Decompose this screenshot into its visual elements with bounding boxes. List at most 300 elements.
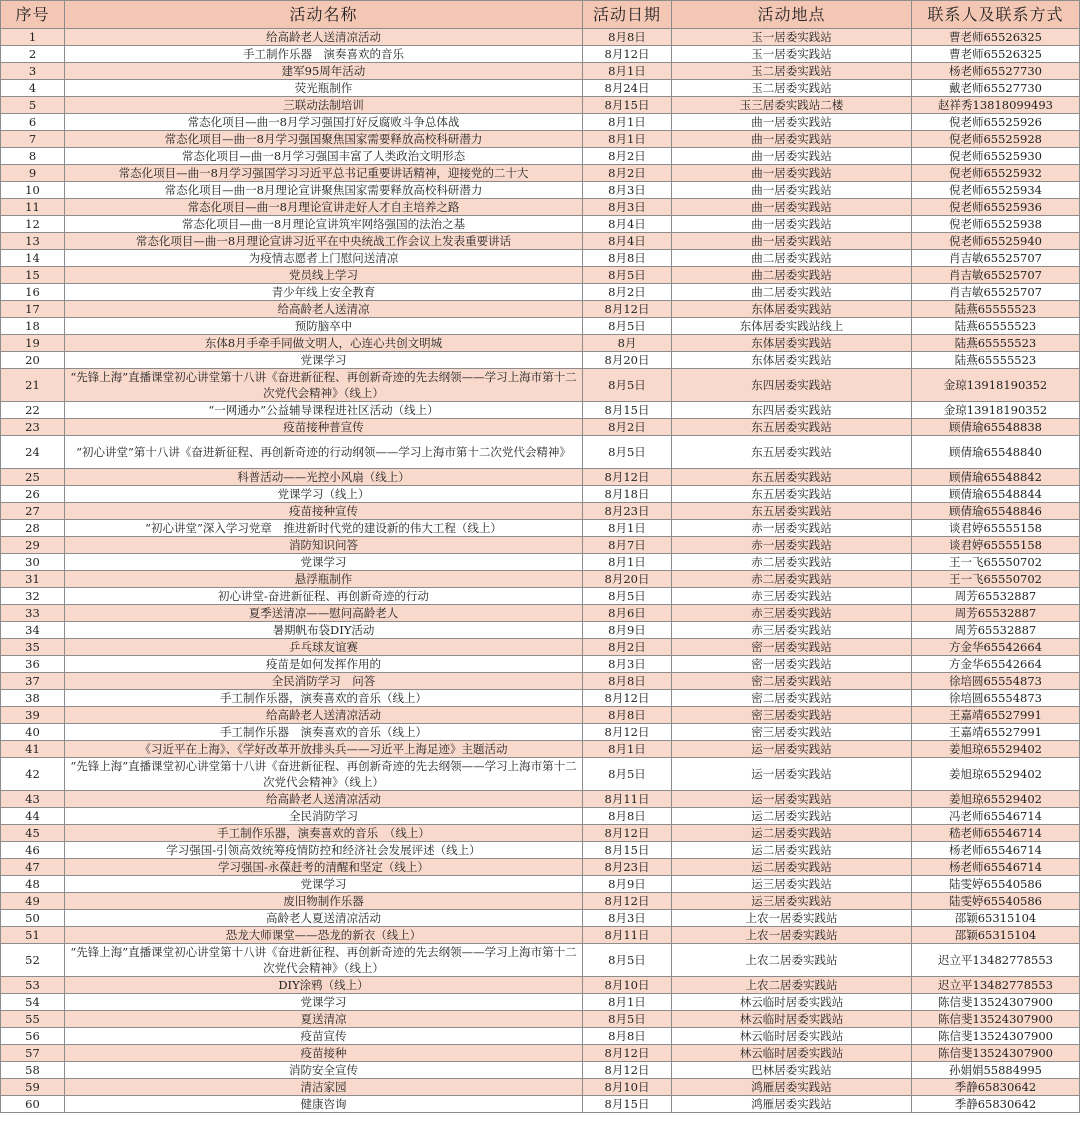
cell-activity-date: 8月18日 <box>583 486 672 503</box>
cell-no: 60 <box>1 1096 65 1113</box>
cell-activity-place: 密三居委实践站 <box>672 724 912 741</box>
cell-activity-name: 党课学习 <box>65 994 583 1011</box>
table-row <box>1 318 1080 335</box>
table-row <box>1 148 1080 165</box>
cell-activity-date: 8月3日 <box>583 199 672 216</box>
cell-activity-date: 8月11日 <box>583 791 672 808</box>
cell-contact: 季静65830642 <box>912 1079 1080 1096</box>
cell-activity-place: 赤三居委实践站 <box>672 622 912 639</box>
cell-no: 10 <box>1 182 65 199</box>
cell-contact: 邵颖65315104 <box>912 927 1080 944</box>
cell-contact: 陆雯婷65540586 <box>912 893 1080 910</box>
cell-contact: 王一飞65550702 <box>912 571 1080 588</box>
cell-activity-place: 东五居委实践站 <box>672 436 912 469</box>
table-row <box>1 690 1080 707</box>
cell-activity-name: 《习近平在上海》、《学好改革开放排头兵——习近平上海足迹》主题活动 <box>65 741 583 758</box>
cell-activity-date: 8月4日 <box>583 233 672 250</box>
cell-no: 18 <box>1 318 65 335</box>
cell-activity-date: 8月20日 <box>583 571 672 588</box>
cell-no: 31 <box>1 571 65 588</box>
cell-activity-name: 建军95周年活动 <box>65 63 583 80</box>
cell-no: 19 <box>1 335 65 352</box>
cell-activity-date: 8月9日 <box>583 876 672 893</box>
cell-activity-place: 曲一居委实践站 <box>672 216 912 233</box>
table-row <box>1 1096 1080 1113</box>
cell-contact: 顾倩瑜65548844 <box>912 486 1080 503</box>
table-row <box>1 402 1080 419</box>
cell-no: 33 <box>1 605 65 622</box>
table-row <box>1 1062 1080 1079</box>
cell-activity-place: 曲一居委实践站 <box>672 182 912 199</box>
cell-contact: 徐培圆65554873 <box>912 673 1080 690</box>
cell-activity-place: 密二居委实践站 <box>672 690 912 707</box>
table-row <box>1 639 1080 656</box>
cell-activity-name: 常态化项目—曲一8月理论宣讲走好人才自主培养之路 <box>65 199 583 216</box>
cell-contact: 方金华65542664 <box>912 639 1080 656</box>
table-row <box>1 791 1080 808</box>
cell-activity-name: “先锋上海”直播课堂初心讲堂第十八讲《奋进新征程、再创新奇迹的先去纲领——学习上海市第十二次党代会精神》（线上） <box>65 944 583 977</box>
header-activity-place: 活动地点 <box>672 1 912 29</box>
cell-activity-name: 暑期帆布袋DIY活动 <box>65 622 583 639</box>
cell-activity-name: 给高龄老人送清凉活动 <box>65 29 583 46</box>
cell-activity-date: 8月12日 <box>583 893 672 910</box>
table-row <box>1 29 1080 46</box>
cell-activity-name: 为疫情志愿者上门慰问送清凉 <box>65 250 583 267</box>
cell-activity-place: 东体居委实践站 <box>672 335 912 352</box>
cell-activity-name: “初心讲堂”第十八讲《奋进新征程、再创新奇迹的行动纲领——学习上海市第十二次党代会精神》 <box>65 436 583 469</box>
cell-activity-name: 悬浮瓶制作 <box>65 571 583 588</box>
cell-activity-date: 8月1日 <box>583 131 672 148</box>
cell-activity-name: 全民消防学习 <box>65 808 583 825</box>
cell-activity-place: 玉二居委实践站 <box>672 63 912 80</box>
cell-no: 58 <box>1 1062 65 1079</box>
cell-activity-name: 常态化项目—曲一8月理论宣讲筑牢网络强国的法治之基 <box>65 216 583 233</box>
table-row <box>1 63 1080 80</box>
cell-activity-place: 曲一居委实践站 <box>672 199 912 216</box>
header-activity-name: 活动名称 <box>65 1 583 29</box>
cell-activity-place: 曲一居委实践站 <box>672 114 912 131</box>
cell-contact: 倪老师65525928 <box>912 131 1080 148</box>
cell-no: 1 <box>1 29 65 46</box>
cell-activity-date: 8月23日 <box>583 859 672 876</box>
table-row <box>1 80 1080 97</box>
cell-activity-place: 密三居委实践站 <box>672 707 912 724</box>
cell-contact: 肖吉敏65525707 <box>912 250 1080 267</box>
cell-activity-date: 8月5日 <box>583 588 672 605</box>
cell-contact: 陈信斐13524307900 <box>912 1011 1080 1028</box>
cell-no: 44 <box>1 808 65 825</box>
cell-activity-date: 8月5日 <box>583 369 672 402</box>
cell-contact: 姜旭琼65529402 <box>912 741 1080 758</box>
table-row <box>1 165 1080 182</box>
cell-activity-place: 曲一居委实践站 <box>672 165 912 182</box>
cell-no: 2 <box>1 46 65 63</box>
cell-contact: 倪老师65525934 <box>912 182 1080 199</box>
cell-activity-date: 8月10日 <box>583 977 672 994</box>
cell-activity-place: 运二居委实践站 <box>672 808 912 825</box>
table-row <box>1 469 1080 486</box>
table-row <box>1 994 1080 1011</box>
cell-activity-date: 8月15日 <box>583 97 672 114</box>
cell-activity-name: 学习强国-永葆赶考的清醒和坚定（线上） <box>65 859 583 876</box>
table-row <box>1 369 1080 402</box>
cell-activity-place: 曲二居委实践站 <box>672 250 912 267</box>
cell-activity-name: 手工制作乐器 演奏喜欢的音乐 <box>65 46 583 63</box>
cell-activity-date: 8月12日 <box>583 469 672 486</box>
cell-no: 32 <box>1 588 65 605</box>
cell-no: 14 <box>1 250 65 267</box>
cell-contact: 谈君婷65555158 <box>912 520 1080 537</box>
cell-activity-place: 赤一居委实践站 <box>672 520 912 537</box>
cell-activity-date: 8月12日 <box>583 690 672 707</box>
cell-activity-place: 赤三居委实践站 <box>672 605 912 622</box>
cell-activity-date: 8月9日 <box>583 622 672 639</box>
cell-no: 51 <box>1 927 65 944</box>
cell-activity-name: “初心讲堂”深入学习党章 推进新时代党的建设新的伟大工程（线上） <box>65 520 583 537</box>
cell-activity-place: 东体居委实践站 <box>672 352 912 369</box>
cell-activity-name: 青少年线上安全教育 <box>65 284 583 301</box>
cell-no: 20 <box>1 352 65 369</box>
cell-no: 35 <box>1 639 65 656</box>
cell-no: 41 <box>1 741 65 758</box>
cell-activity-date: 8月11日 <box>583 927 672 944</box>
cell-contact: 陆燕65555523 <box>912 335 1080 352</box>
cell-no: 59 <box>1 1079 65 1096</box>
cell-activity-name: 常态化项目—曲一8月学习强国聚焦国家需要释放高校科研潜力 <box>65 131 583 148</box>
cell-contact: 曹老师65526325 <box>912 46 1080 63</box>
cell-no: 11 <box>1 199 65 216</box>
cell-activity-date: 8月12日 <box>583 301 672 318</box>
cell-activity-name: 乒乓球友谊赛 <box>65 639 583 656</box>
cell-activity-place: 密一居委实践站 <box>672 656 912 673</box>
cell-activity-name: 疫苗接种 <box>65 1045 583 1062</box>
table-row <box>1 97 1080 114</box>
table-row <box>1 486 1080 503</box>
table-row <box>1 1045 1080 1062</box>
cell-activity-place: 运三居委实践站 <box>672 876 912 893</box>
cell-activity-date: 8月5日 <box>583 1011 672 1028</box>
cell-activity-date: 8月5日 <box>583 944 672 977</box>
cell-activity-place: 玉一居委实践站 <box>672 46 912 63</box>
cell-activity-date: 8月12日 <box>583 724 672 741</box>
cell-contact: 顾倩瑜65548842 <box>912 469 1080 486</box>
cell-activity-name: 给高龄老人送清凉活动 <box>65 791 583 808</box>
cell-activity-date: 8月5日 <box>583 758 672 791</box>
table-row <box>1 46 1080 63</box>
cell-activity-place: 东五居委实践站 <box>672 486 912 503</box>
cell-contact: 王嘉靖65527991 <box>912 707 1080 724</box>
cell-activity-place: 密一居委实践站 <box>672 639 912 656</box>
cell-no: 28 <box>1 520 65 537</box>
header-contact: 联系人及联系方式 <box>912 1 1080 29</box>
cell-activity-name: “先锋上海”直播课堂初心讲堂第十八讲《奋进新征程、再创新奇迹的先去纲领——学习上海市第十二次党代会精神》（线上） <box>65 369 583 402</box>
table-row <box>1 741 1080 758</box>
cell-activity-place: 赤二居委实践站 <box>672 554 912 571</box>
table-row <box>1 284 1080 301</box>
cell-no: 3 <box>1 63 65 80</box>
cell-contact: 杨老师65527730 <box>912 63 1080 80</box>
cell-no: 34 <box>1 622 65 639</box>
cell-contact: 王嘉靖65527991 <box>912 724 1080 741</box>
table-row <box>1 724 1080 741</box>
table-row <box>1 131 1080 148</box>
cell-no: 26 <box>1 486 65 503</box>
cell-activity-date: 8月4日 <box>583 216 672 233</box>
cell-activity-date: 8月2日 <box>583 419 672 436</box>
header-no: 序号 <box>1 1 65 29</box>
cell-activity-name: 预防脑卒中 <box>65 318 583 335</box>
table-row <box>1 588 1080 605</box>
cell-contact: 迟立平13482778553 <box>912 944 1080 977</box>
cell-activity-place: 东五居委实践站 <box>672 503 912 520</box>
cell-activity-name: 科普活动——光控小风扇（线上） <box>65 469 583 486</box>
cell-no: 43 <box>1 791 65 808</box>
cell-no: 17 <box>1 301 65 318</box>
cell-no: 53 <box>1 977 65 994</box>
cell-activity-place: 玉三居委实践站二楼 <box>672 97 912 114</box>
cell-contact: 陈信斐13524307900 <box>912 1045 1080 1062</box>
cell-activity-place: 东体居委实践站 <box>672 301 912 318</box>
cell-activity-place: 林云临时居委实践站 <box>672 1045 912 1062</box>
cell-contact: 肖吉敏65525707 <box>912 284 1080 301</box>
cell-contact: 孙娟娟55884995 <box>912 1062 1080 1079</box>
table-row <box>1 520 1080 537</box>
cell-no: 42 <box>1 758 65 791</box>
cell-no: 8 <box>1 148 65 165</box>
cell-activity-date: 8月12日 <box>583 825 672 842</box>
cell-activity-name: 学习强国-引领高效统筹疫情防控和经济社会发展评述（线上） <box>65 842 583 859</box>
cell-activity-name: 给高龄老人送清凉活动 <box>65 707 583 724</box>
cell-contact: 陈信斐13524307900 <box>912 1028 1080 1045</box>
cell-activity-name: 消防安全宣传 <box>65 1062 583 1079</box>
cell-activity-date: 8月1日 <box>583 63 672 80</box>
cell-contact: 戴老师65527730 <box>912 80 1080 97</box>
cell-activity-name: 清洁家园 <box>65 1079 583 1096</box>
cell-contact: 陈信斐13524307900 <box>912 994 1080 1011</box>
cell-activity-place: 林云临时居委实践站 <box>672 994 912 1011</box>
cell-activity-name: 夏季送清凉——慰问高龄老人 <box>65 605 583 622</box>
cell-activity-place: 运二居委实践站 <box>672 825 912 842</box>
cell-activity-place: 赤一居委实践站 <box>672 537 912 554</box>
cell-contact: 周芳65532887 <box>912 605 1080 622</box>
cell-activity-name: 健康咨询 <box>65 1096 583 1113</box>
table-row <box>1 859 1080 876</box>
table-row <box>1 1011 1080 1028</box>
cell-no: 9 <box>1 165 65 182</box>
cell-activity-date: 8月5日 <box>583 436 672 469</box>
cell-contact: 倪老师65525940 <box>912 233 1080 250</box>
cell-activity-place: 东五居委实践站 <box>672 469 912 486</box>
cell-activity-date: 8月6日 <box>583 605 672 622</box>
cell-activity-name: 荧光瓶制作 <box>65 80 583 97</box>
cell-no: 12 <box>1 216 65 233</box>
cell-contact: 姜旭琼65529402 <box>912 791 1080 808</box>
cell-activity-place: 东四居委实践站 <box>672 369 912 402</box>
cell-contact: 徐培圆65554873 <box>912 690 1080 707</box>
cell-activity-name: 初心讲堂-奋进新征程、再创新奇迹的行动 <box>65 588 583 605</box>
table-row <box>1 808 1080 825</box>
cell-contact: 倪老师65525938 <box>912 216 1080 233</box>
cell-activity-name: 疫苗接种普宣传 <box>65 419 583 436</box>
cell-contact: 杨老师65546714 <box>912 859 1080 876</box>
cell-no: 46 <box>1 842 65 859</box>
cell-no: 22 <box>1 402 65 419</box>
cell-contact: 陆雯婷65540586 <box>912 876 1080 893</box>
cell-no: 29 <box>1 537 65 554</box>
cell-contact: 倪老师65525936 <box>912 199 1080 216</box>
cell-activity-name: 党课学习（线上） <box>65 486 583 503</box>
cell-activity-name: 疫苗是如何发挥作用的 <box>65 656 583 673</box>
cell-no: 40 <box>1 724 65 741</box>
cell-contact: 杨老师65546714 <box>912 842 1080 859</box>
table-row <box>1 944 1080 977</box>
cell-no: 50 <box>1 910 65 927</box>
cell-activity-name: 疫苗宣传 <box>65 1028 583 1045</box>
cell-contact: 曹老师65526325 <box>912 29 1080 46</box>
table-row <box>1 301 1080 318</box>
cell-activity-date: 8月8日 <box>583 250 672 267</box>
cell-activity-name: 常态化项目—曲一8月学习强国丰富了人类政治文明形态 <box>65 148 583 165</box>
cell-activity-place: 曲一居委实践站 <box>672 131 912 148</box>
table-row <box>1 605 1080 622</box>
cell-no: 56 <box>1 1028 65 1045</box>
cell-activity-name: 手工制作乐器，演奏喜欢的音乐（线上） <box>65 690 583 707</box>
cell-contact: 谈君婷65555158 <box>912 537 1080 554</box>
cell-activity-place: 赤三居委实践站 <box>672 588 912 605</box>
table-row <box>1 571 1080 588</box>
cell-activity-name: 常态化项目—曲一8月理论宣讲习近平在中央统战工作会议上发表重要讲话 <box>65 233 583 250</box>
table-row <box>1 554 1080 571</box>
cell-no: 30 <box>1 554 65 571</box>
cell-activity-place: 东五居委实践站 <box>672 419 912 436</box>
cell-contact: 邵颖65315104 <box>912 910 1080 927</box>
table-row <box>1 707 1080 724</box>
cell-activity-name: 夏送清凉 <box>65 1011 583 1028</box>
cell-contact: 陆燕65555523 <box>912 301 1080 318</box>
table-row <box>1 673 1080 690</box>
cell-activity-name: 手工制作乐器，演奏喜欢的音乐 （线上） <box>65 825 583 842</box>
cell-activity-date: 8月1日 <box>583 114 672 131</box>
cell-activity-name: 三联动法制培训 <box>65 97 583 114</box>
cell-contact: 金琼13918190352 <box>912 369 1080 402</box>
cell-activity-date: 8月2日 <box>583 165 672 182</box>
cell-activity-place: 曲二居委实践站 <box>672 284 912 301</box>
cell-no: 27 <box>1 503 65 520</box>
cell-contact: 倪老师65525930 <box>912 148 1080 165</box>
cell-activity-date: 8月23日 <box>583 503 672 520</box>
cell-activity-place: 曲二居委实践站 <box>672 267 912 284</box>
cell-no: 49 <box>1 893 65 910</box>
cell-contact: 赵祥秀13818099493 <box>912 97 1080 114</box>
cell-activity-place: 运一居委实践站 <box>672 758 912 791</box>
cell-activity-date: 8月1日 <box>583 994 672 1011</box>
cell-activity-name: 废旧物制作乐器 <box>65 893 583 910</box>
table-row <box>1 335 1080 352</box>
cell-activity-place: 运一居委实践站 <box>672 741 912 758</box>
cell-activity-date: 8月7日 <box>583 537 672 554</box>
cell-activity-date: 8月8日 <box>583 808 672 825</box>
cell-contact: 陆燕65555523 <box>912 318 1080 335</box>
cell-contact: 周芳65532887 <box>912 588 1080 605</box>
cell-activity-place: 密二居委实践站 <box>672 673 912 690</box>
table-row <box>1 1028 1080 1045</box>
cell-activity-name: 党员线上学习 <box>65 267 583 284</box>
cell-activity-place: 曲一居委实践站 <box>672 233 912 250</box>
cell-activity-date: 8月1日 <box>583 741 672 758</box>
cell-no: 15 <box>1 267 65 284</box>
table-row <box>1 233 1080 250</box>
cell-contact: 陆燕65555523 <box>912 352 1080 369</box>
table-row <box>1 250 1080 267</box>
cell-activity-name: 常态化项目—曲一8月学习强国打好反腐败斗争总体战 <box>65 114 583 131</box>
cell-activity-name: DIY涂鸦（线上） <box>65 977 583 994</box>
cell-no: 24 <box>1 436 65 469</box>
cell-activity-date: 8月12日 <box>583 1045 672 1062</box>
table-row <box>1 622 1080 639</box>
table-row <box>1 114 1080 131</box>
cell-activity-place: 赤二居委实践站 <box>672 571 912 588</box>
table-row <box>1 825 1080 842</box>
cell-activity-date: 8月12日 <box>583 1062 672 1079</box>
cell-contact: 嵇老师65546714 <box>912 825 1080 842</box>
cell-no: 25 <box>1 469 65 486</box>
cell-activity-date: 8月8日 <box>583 673 672 690</box>
cell-activity-place: 运二居委实践站 <box>672 859 912 876</box>
cell-no: 36 <box>1 656 65 673</box>
table-body <box>1 29 1080 1113</box>
cell-no: 52 <box>1 944 65 977</box>
cell-contact: 顾倩瑜65548840 <box>912 436 1080 469</box>
cell-activity-name: 恐龙大师课堂——恐龙的新衣（线上） <box>65 927 583 944</box>
cell-activity-name: 消防知识问答 <box>65 537 583 554</box>
cell-activity-date: 8月3日 <box>583 182 672 199</box>
cell-contact: 迟立平13482778553 <box>912 977 1080 994</box>
cell-no: 4 <box>1 80 65 97</box>
cell-activity-place: 巴林居委实践站 <box>672 1062 912 1079</box>
cell-no: 23 <box>1 419 65 436</box>
cell-activity-date: 8月15日 <box>583 402 672 419</box>
cell-no: 7 <box>1 131 65 148</box>
cell-activity-date: 8月8日 <box>583 707 672 724</box>
cell-activity-place: 林云临时居委实践站 <box>672 1011 912 1028</box>
cell-activity-date: 8月3日 <box>583 656 672 673</box>
cell-activity-place: 鸿雁居委实践站 <box>672 1079 912 1096</box>
cell-activity-name: “先锋上海”直播课堂初心讲堂第十八讲《奋进新征程、再创新奇迹的先去纲领——学习上海市第十二次党代会精神》（线上） <box>65 758 583 791</box>
cell-contact: 金琼13918190352 <box>912 402 1080 419</box>
cell-activity-date: 8月8日 <box>583 29 672 46</box>
table-header <box>1 1 1080 29</box>
table-row <box>1 876 1080 893</box>
table-row <box>1 910 1080 927</box>
cell-activity-place: 上农二居委实践站 <box>672 977 912 994</box>
cell-activity-place: 上农二居委实践站 <box>672 944 912 977</box>
cell-no: 13 <box>1 233 65 250</box>
cell-activity-date: 8月8日 <box>583 1028 672 1045</box>
cell-activity-name: 高龄老人夏送清凉活动 <box>65 910 583 927</box>
table-row <box>1 656 1080 673</box>
cell-no: 48 <box>1 876 65 893</box>
cell-activity-date: 8月12日 <box>583 46 672 63</box>
cell-activity-date: 8月 <box>583 335 672 352</box>
table-row <box>1 927 1080 944</box>
cell-contact: 倪老师65525926 <box>912 114 1080 131</box>
header-row <box>1 1 1080 29</box>
cell-no: 57 <box>1 1045 65 1062</box>
cell-contact: 周芳65532887 <box>912 622 1080 639</box>
cell-activity-date: 8月5日 <box>583 267 672 284</box>
cell-contact: 顾倩瑜65548846 <box>912 503 1080 520</box>
cell-activity-date: 8月15日 <box>583 842 672 859</box>
